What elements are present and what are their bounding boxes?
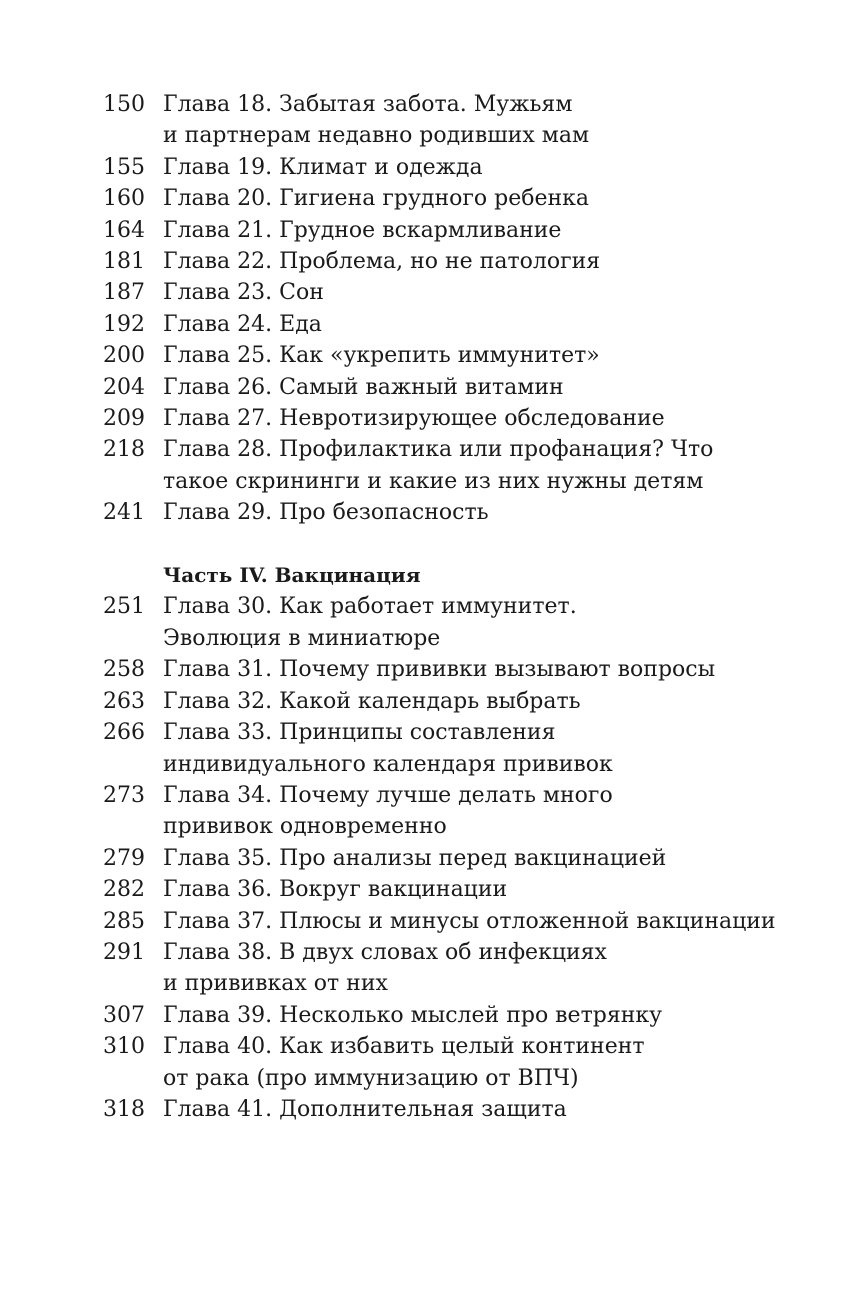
chapter-title-line: Глава 35. Про анализы перед вакцинацией: [163, 845, 667, 871]
chapter-title: [163, 717, 743, 780]
chapter-title: [163, 89, 743, 152]
toc-entry: [103, 843, 743, 874]
page-number: 209: [103, 406, 145, 432]
toc-entry: [103, 340, 743, 371]
chapter-title-line: Глава 34. Почему лучше делать много: [163, 782, 613, 808]
table-of-contents: [103, 89, 776, 1125]
chapter-title: [163, 654, 743, 685]
chapter-title: [163, 434, 743, 497]
page-number: 160: [103, 186, 145, 212]
chapter-title-line: Глава 30. Как работает иммунитет.: [163, 594, 577, 620]
toc-group-2: [103, 591, 776, 1125]
chapter-title-line: Глава 25. Как «укрепить иммунитет»: [163, 343, 600, 369]
part-heading: Часть IV. Вакцинация: [163, 563, 421, 588]
toc-entry: [103, 152, 743, 183]
chapter-title: [163, 780, 743, 843]
page-number: 307: [103, 1002, 145, 1028]
page-number: 155: [103, 154, 145, 180]
page-number: 310: [103, 1034, 145, 1060]
toc-entry: [103, 246, 743, 277]
chapter-title: [163, 874, 743, 905]
chapter-title-line: Глава 36. Вокруг вакцинации: [163, 877, 508, 903]
toc-entry: [103, 1031, 743, 1094]
toc-entry: [103, 434, 743, 497]
page-number: 263: [103, 688, 145, 714]
page-number: 164: [103, 217, 145, 243]
toc-entry: [103, 309, 743, 340]
chapter-title: [163, 183, 743, 214]
chapter-title-line: Глава 27. Невротизирующее обследование: [163, 406, 665, 432]
chapter-title: [163, 340, 743, 371]
toc-entry: [103, 277, 743, 308]
toc-entry: [103, 1000, 743, 1031]
chapter-title-line: и прививках от них: [163, 971, 388, 997]
chapter-title: [163, 1031, 743, 1094]
toc-entry: [103, 780, 743, 843]
chapter-title: [163, 403, 743, 434]
chapter-title: [163, 215, 743, 246]
toc-entry: [103, 372, 743, 403]
chapter-title-line: Эволюция в миниатюре: [163, 625, 441, 651]
chapter-title-line: Глава 21. Грудное вскармливание: [163, 217, 562, 243]
page-number: 279: [103, 845, 145, 871]
chapter-title-line: и партнерам недавно родивших мам: [163, 123, 590, 149]
chapter-title-line: Глава 32. Какой календарь выбрать: [163, 688, 581, 714]
chapter-title-line: Глава 40. Как избавить целый континент: [163, 1034, 645, 1060]
chapter-title-line: Глава 23. Сон: [163, 280, 324, 306]
chapter-title: [163, 906, 776, 937]
toc-entry: [103, 403, 743, 434]
toc-entry: [103, 183, 743, 214]
page-number: 282: [103, 877, 145, 903]
chapter-title-line: такое скрининги и какие из них нужны детям: [163, 468, 704, 494]
toc-entry: [103, 686, 743, 717]
chapter-title: [163, 843, 743, 874]
chapter-title-line: Глава 26. Самый важный витамин: [163, 374, 564, 400]
chapter-title: [163, 152, 743, 183]
page-number: 150: [103, 92, 145, 117]
toc-entry: [103, 1094, 743, 1125]
chapter-title-line: Глава 33. Принципы составления: [163, 720, 556, 746]
chapter-title: [163, 277, 743, 308]
section-spacer: [103, 529, 743, 560]
page-number: 251: [103, 594, 145, 620]
toc-entry: [103, 215, 743, 246]
chapter-title-line: Глава 38. В двух словах об инфекциях: [163, 939, 607, 965]
page-number: 266: [103, 720, 145, 746]
chapter-title-line: Глава 20. Гигиена грудного ребенка: [163, 186, 590, 212]
chapter-title-line: Глава 28. Профилактика или профанация? Что: [163, 437, 714, 463]
page-number: 273: [103, 782, 145, 808]
chapter-title-line: прививок одновременно: [163, 814, 447, 840]
page-number: 187: [103, 280, 145, 306]
page-number: 291: [103, 939, 145, 965]
chapter-title: [163, 309, 743, 340]
toc-entry: [103, 89, 743, 152]
chapter-title-line: Глава 41. Дополнительная защита: [163, 1096, 567, 1122]
chapter-title-line: Глава 39. Несколько мыслей про ветрянку: [163, 1002, 663, 1028]
toc-group-1: [103, 89, 743, 529]
chapter-title: [163, 591, 743, 654]
chapter-title: [163, 372, 743, 403]
page-number: 200: [103, 343, 145, 369]
chapter-title-line: от рака (про иммунизацию от ВПЧ): [163, 1065, 579, 1091]
page-number: 204: [103, 374, 145, 400]
toc-entry: [103, 591, 743, 654]
page-number: 181: [103, 249, 145, 275]
page-number: 258: [103, 657, 145, 683]
page-number: 285: [103, 908, 145, 934]
chapter-title-line: индивидуального календаря прививок: [163, 751, 613, 777]
chapter-title-line: Глава 19. Климат и одежда: [163, 154, 483, 180]
chapter-title-line: Глава 29. Про безопасность: [163, 500, 489, 526]
page-number: 192: [103, 311, 145, 337]
chapter-title: [163, 1000, 743, 1031]
page-number: 318: [103, 1096, 145, 1122]
chapter-title-line: Глава 18. Забытая забота. Мужьям: [163, 92, 573, 117]
page-number: 241: [103, 500, 145, 526]
chapter-title: [163, 497, 743, 528]
chapter-title-line: Глава 31. Почему прививки вызывают вопросы: [163, 657, 716, 683]
toc-entry: [103, 717, 743, 780]
chapter-title-line: Глава 37. Плюсы и минусы отложенной вакцинации: [163, 908, 776, 934]
chapter-title: [163, 1094, 743, 1125]
toc-entry: [103, 654, 743, 685]
chapter-title: [163, 937, 743, 1000]
toc-entry: [103, 906, 776, 937]
chapter-title: [163, 246, 743, 277]
chapter-title-line: Глава 22. Проблема, но не патология: [163, 249, 601, 275]
toc-entry: [103, 497, 743, 528]
chapter-title: [163, 686, 743, 717]
chapter-title-line: Глава 24. Еда: [163, 311, 322, 337]
toc-entry: [103, 874, 743, 905]
page-number: 218: [103, 437, 145, 463]
toc-entry: [103, 937, 743, 1000]
